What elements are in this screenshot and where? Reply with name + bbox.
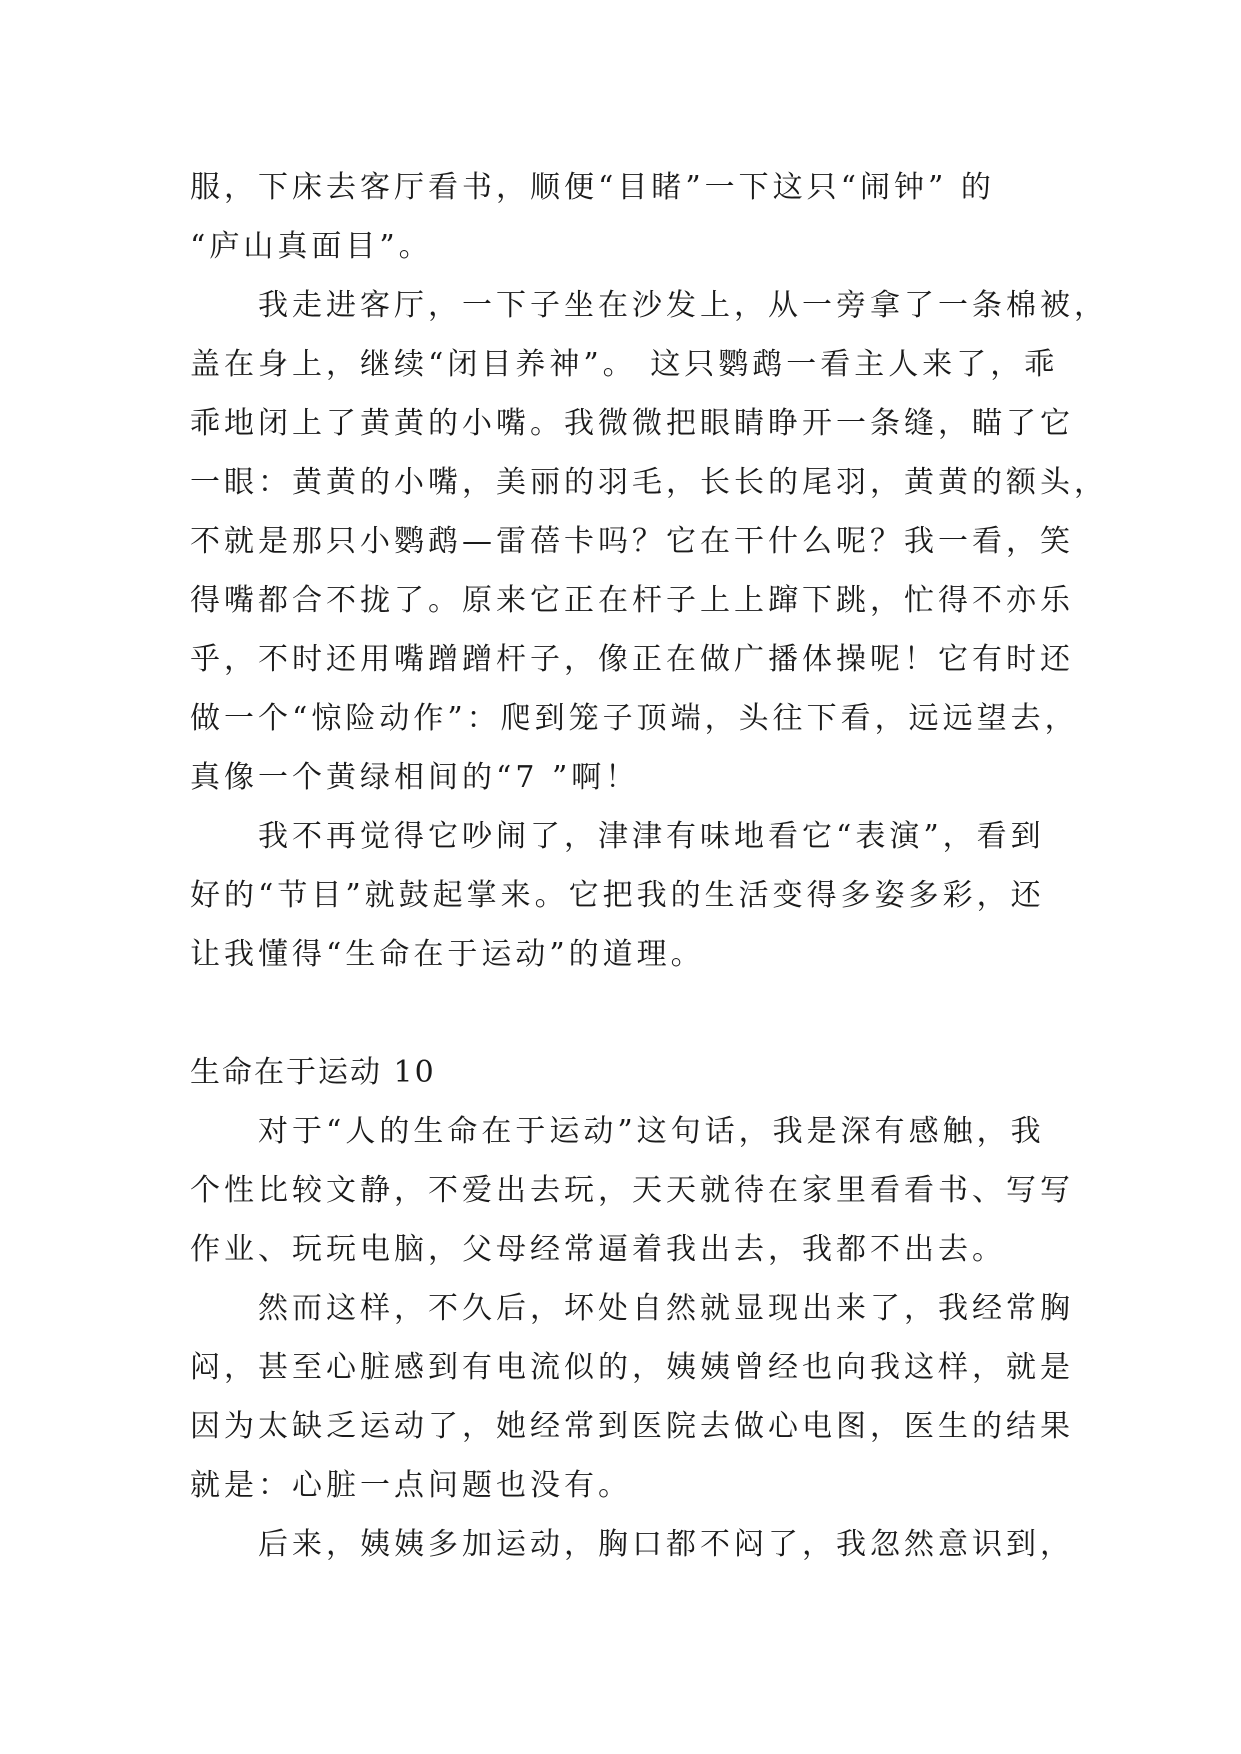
text-line: 让我懂得“生命在于运动”的道理。: [190, 937, 705, 972]
text-line: 服，下床去客厅看书，顺便“目睹”一下这只“闹钟” 的: [190, 170, 995, 205]
text-line: 乎，不时还用嘴蹭蹭杆子，像正在做广播体操呢！它有时还: [190, 642, 1074, 677]
text-line: 真像一个黄绿相间的“7 ”啊！: [190, 760, 640, 795]
paragraph-start-line: 对于“人的生命在于运动”这句话，我是深有感触，我: [258, 1114, 1045, 1149]
paragraph-start-line: 我不再觉得它吵闹了，津津有味地看它“表演”，看到: [258, 819, 1045, 854]
paragraph-start-line: 我走进客厅，一下子坐在沙发上，从一旁拿了一条棉被，: [258, 288, 1108, 323]
text-line: 好的“节目”就鼓起掌来。它把我的生活变得多姿多彩，还: [190, 878, 1045, 913]
text-line: 一眼：黄黄的小嘴，美丽的羽毛，长长的尾羽，黄黄的额头，: [190, 465, 1108, 500]
text-line: 乖地闭上了黄黄的小嘴。我微微把眼睛睁开一条缝，瞄了它: [190, 406, 1074, 441]
text-line: 不就是那只小鹦鹉—雷蓓卡吗？它在干什么呢？我一看，笑: [190, 524, 1074, 559]
section-heading: 生命在于运动 10: [190, 1055, 436, 1090]
section-spacer: [190, 984, 1060, 1043]
paragraph-start-line: 然而这样，不久后，坏处自然就显现出来了，我经常胸: [258, 1291, 1074, 1326]
text-line: 个性比较文静，不爱出去玩，天天就待在家里看看书、写写: [190, 1173, 1074, 1208]
text-line: 得嘴都合不拢了。原来它正在杆子上上蹿下跳，忙得不亦乐: [190, 583, 1074, 618]
text-line: 盖在身上，继续“闭目养神”。 这只鹦鹉一看主人来了，乖: [190, 347, 1059, 382]
text-line: “庐山真面目”。: [190, 229, 433, 264]
text-line: 闷，甚至心脏感到有电流似的，姨姨曾经也向我这样，就是: [190, 1350, 1074, 1385]
text-line: 作业、玩玩电脑，父母经常逼着我出去，我都不出去。: [190, 1232, 1006, 1267]
document-body: [190, 158, 1108, 1574]
paragraph-start-line: 后来，姨姨多加运动，胸口都不闷了，我忽然意识到，: [258, 1527, 1074, 1562]
text-line: 因为太缺乏运动了，她经常到医院去做心电图，医生的结果: [190, 1409, 1074, 1444]
text-line: 就是：心脏一点问题也没有。: [190, 1468, 632, 1503]
text-line: 做一个“惊险动作”：爬到笼子顶端，头往下看，远远望去，: [190, 701, 1079, 736]
